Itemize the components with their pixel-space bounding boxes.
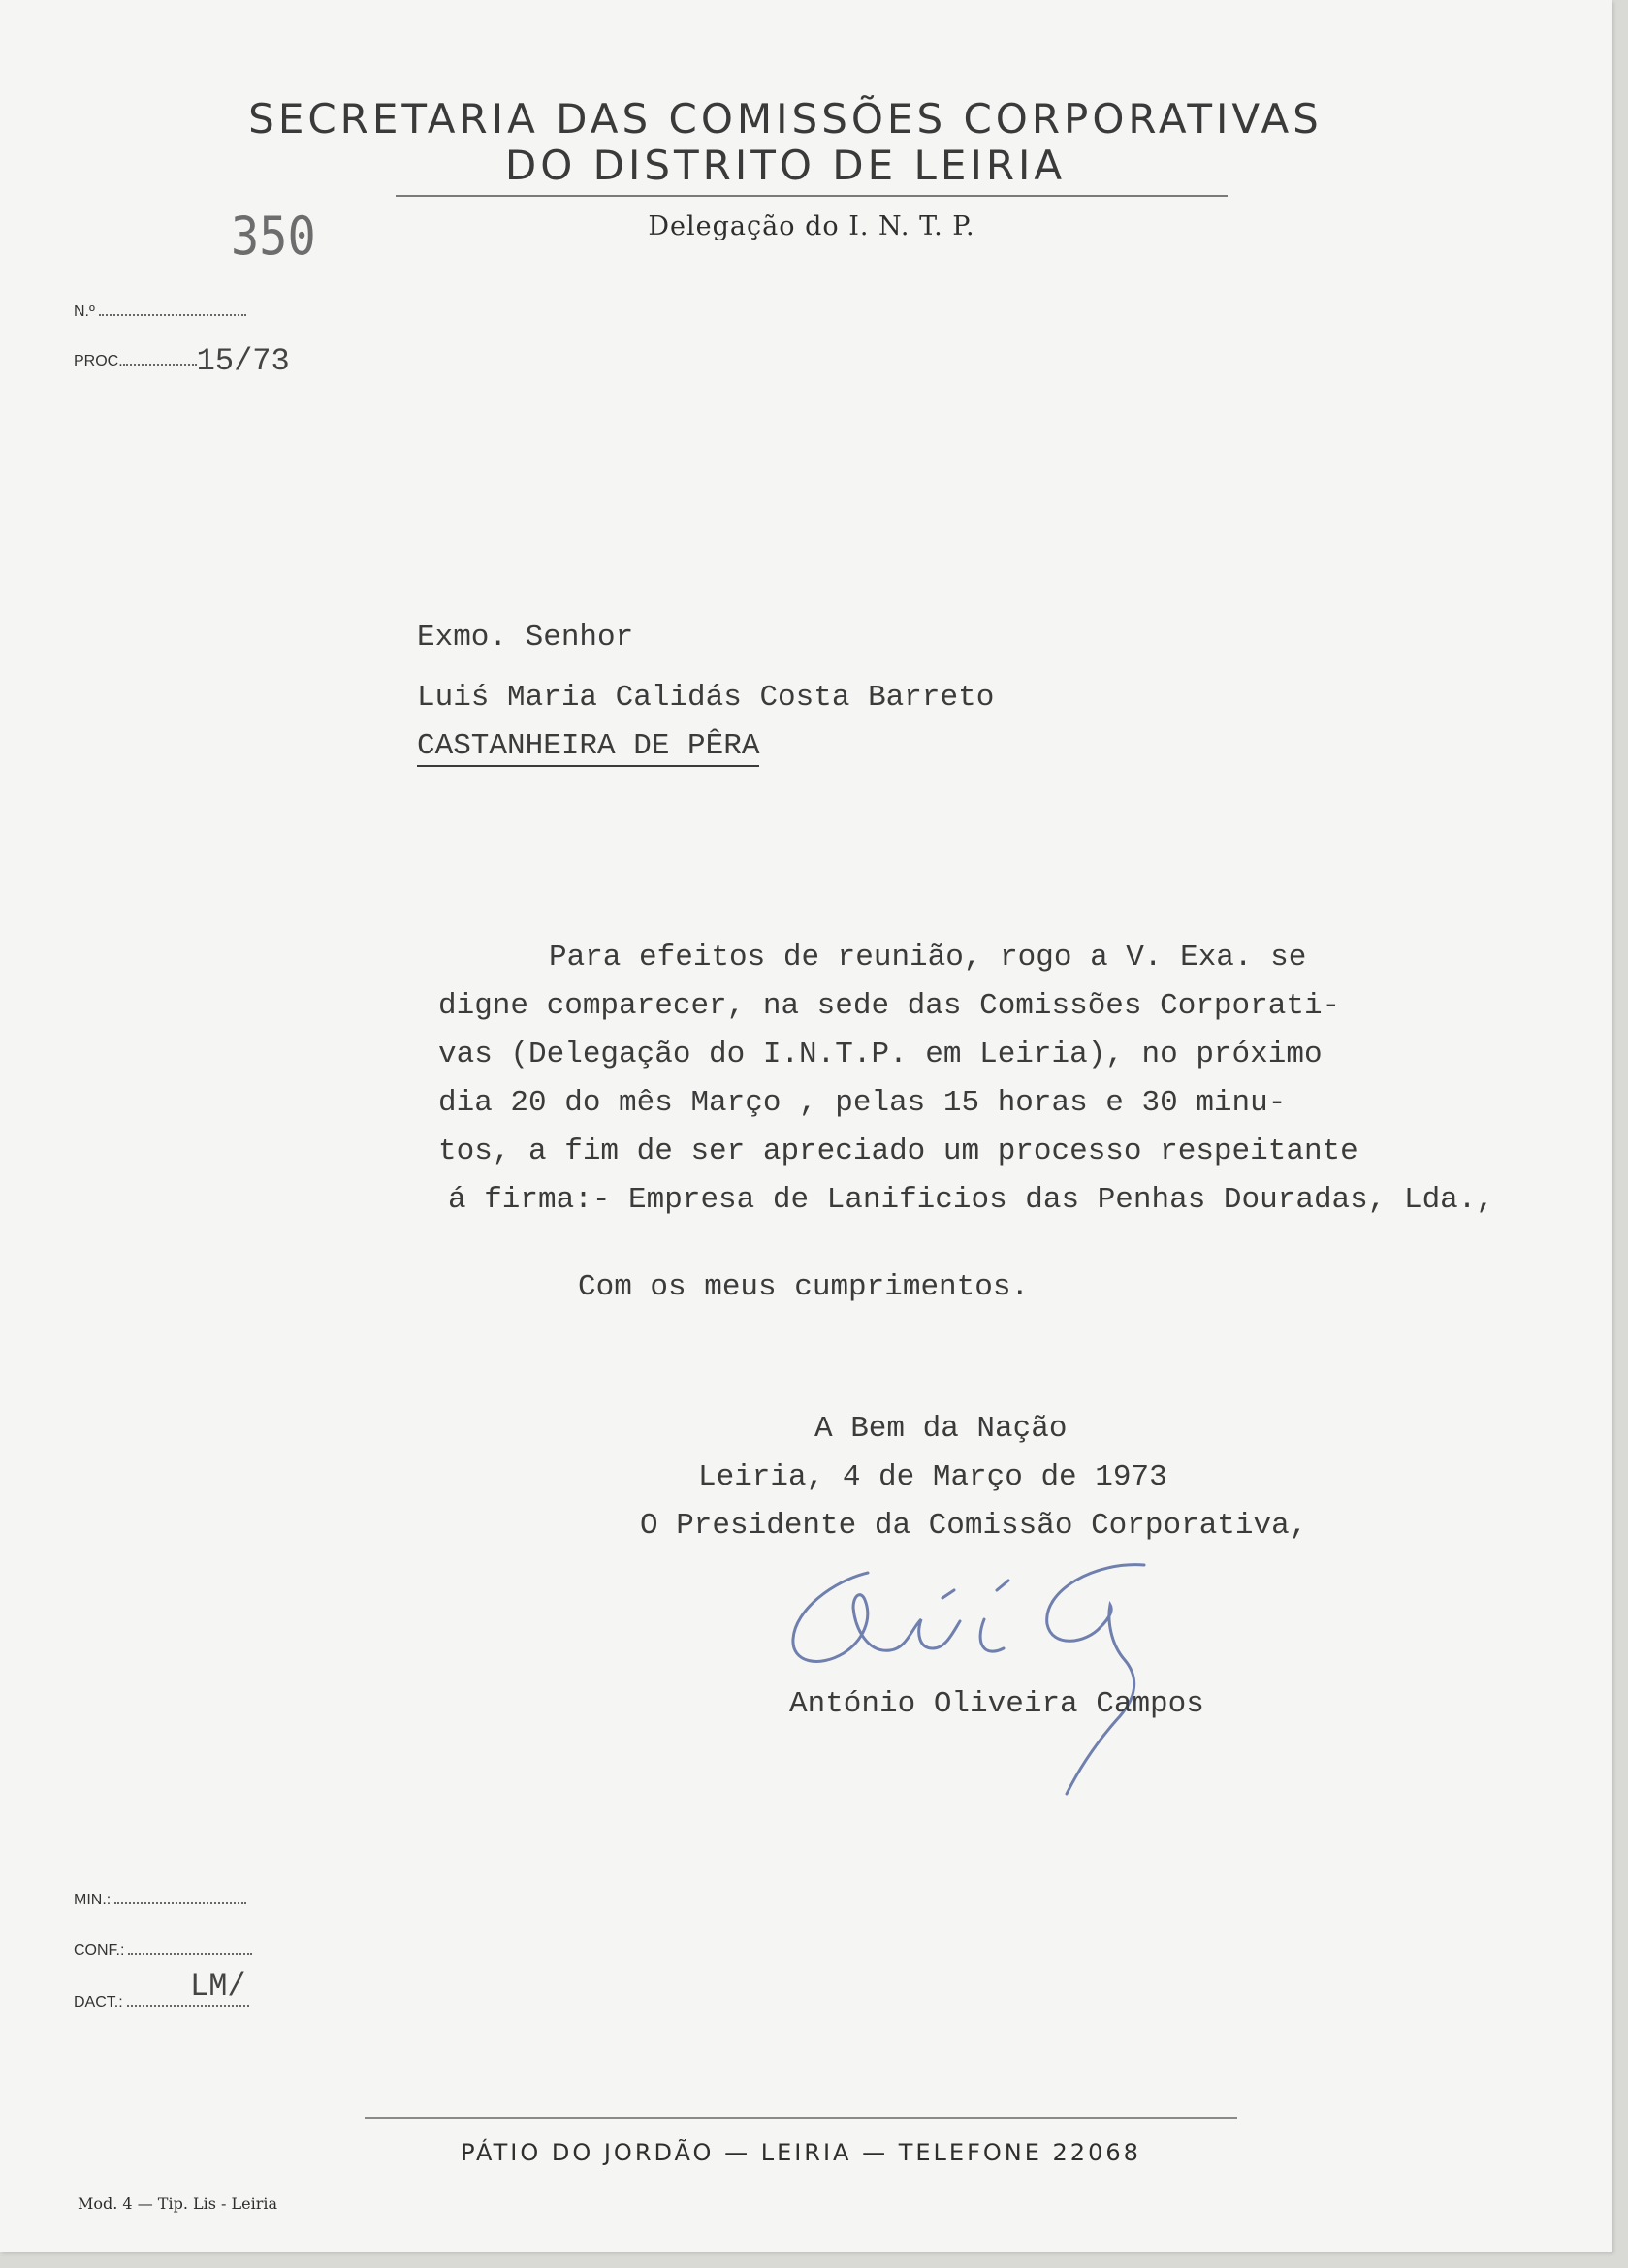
recipient-place-text: CASTANHEIRA DE PÊRA (417, 729, 759, 767)
footer-address: PÁTIO DO JORDÃO — LEIRIA — TELEFONE 22068 (461, 2139, 1141, 2166)
proc-value: 15/73 (196, 343, 290, 379)
motto: A Bem da Nação (814, 1412, 1068, 1446)
recipient-name: Luiś Maria Calidás Costa Barreto (417, 681, 995, 715)
recipient-place (417, 729, 759, 763)
min-field (74, 1885, 246, 1909)
body-line-2: digne comparecer, na sede das Comissões Corporati- (438, 989, 1341, 1023)
stamped-number: 350 (231, 206, 316, 267)
conf-dotted-line (128, 1935, 252, 1955)
conf-label: CONF.: (74, 1942, 125, 1959)
dact-label: DACT.: (74, 1995, 123, 2011)
body-line-4: dia 20 do mês Março , pelas 15 horas e 30 minu- (438, 1086, 1287, 1120)
letterhead-title-line2: DO DISTRITO DE LEIRIA (504, 142, 1067, 189)
conf-field (74, 1935, 252, 1960)
body-line-1: Para efeitos de reunião, rogo a V. Exa. se (549, 941, 1307, 974)
proc-field (74, 339, 290, 379)
place-date: Leiria, 4 de Março de 1973 (698, 1460, 1167, 1494)
body-line-5: tos, a fim de ser apreciado um processo respeitante (438, 1134, 1358, 1168)
signer-role: O Presidente da Comissão Corporativa, (640, 1509, 1308, 1543)
footer-divider (365, 2117, 1237, 2119)
number-dotted-line (99, 297, 246, 316)
handwritten-signature (776, 1551, 1183, 1804)
body-line-3: vas (Delegação do I.N.T.P. em Leiria), no próximo (438, 1038, 1323, 1071)
min-dotted-line (114, 1885, 246, 1904)
delegation-subtitle: Delegação do I. N. T. P. (648, 211, 975, 241)
signer-name: António Oliveira Campos (789, 1687, 1204, 1721)
dact-field (74, 1968, 249, 2011)
body-line-6: á firma:- Empresa de Lanificios das Penhas Douradas, Lda., (448, 1183, 1494, 1217)
proc-dotted-line (123, 346, 197, 366)
number-field (74, 297, 246, 321)
recipient-salutation: Exmo. Senhor (417, 621, 634, 655)
number-label: N.º (74, 303, 95, 320)
letterhead-title-line1: SECRETARIA DAS COMISSÕES CORPORATIVAS (248, 95, 1323, 143)
closing-line: Com os meus cumprimentos. (578, 1270, 1030, 1304)
dact-value: LM/ (190, 1968, 246, 2004)
proc-label: PROC. (74, 353, 123, 369)
min-label: MIN.: (74, 1892, 112, 1908)
printer-mark: Mod. 4 — Tip. Lis - Leiria (78, 2194, 278, 2213)
letterhead-divider (396, 195, 1228, 197)
